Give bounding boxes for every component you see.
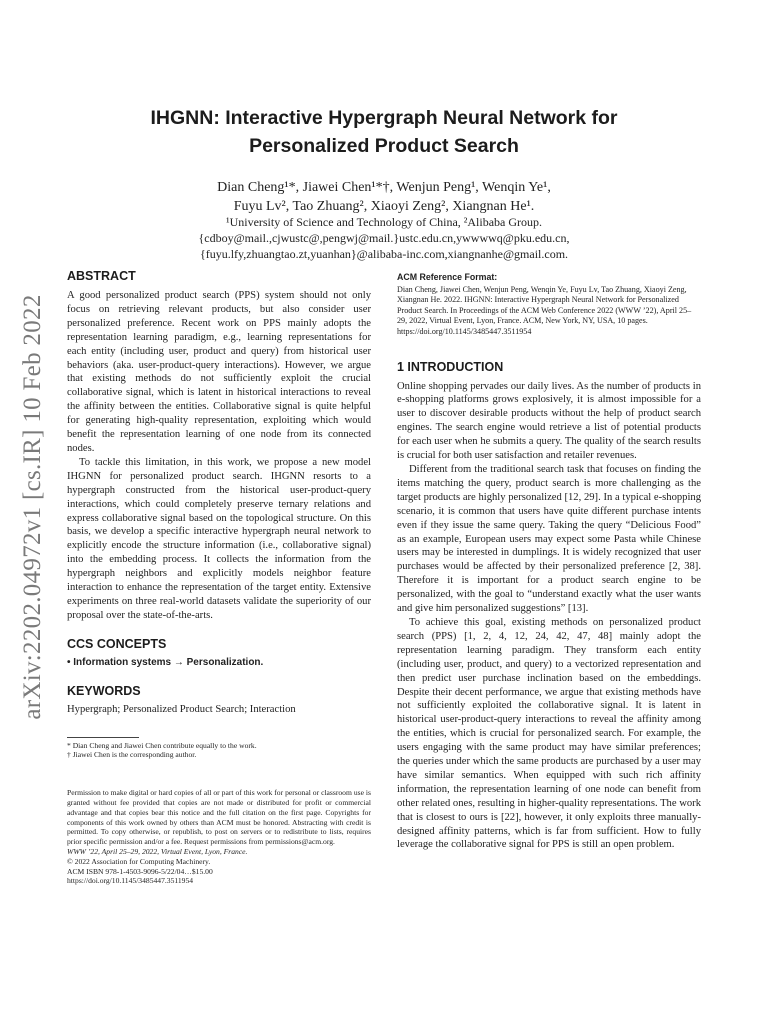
- footnote-rule: [67, 737, 139, 738]
- acm-reference-heading: ACM Reference Format:: [397, 272, 498, 282]
- affiliations: [90, 214, 678, 262]
- author-list: [90, 178, 678, 216]
- acm-reference: [397, 272, 701, 338]
- footnote-equal: * Dian Cheng and Jiawei Chen contribute equally to the work.: [67, 740, 257, 750]
- emails-line-2: {fuyu.lfy,zhuangtao.zt,yuanhan}@alibaba-inc.com,xiangnanhe@gmail.com.: [199, 247, 569, 261]
- left-column: [67, 269, 371, 886]
- affiliation-text: ¹University of Science and Technology of China, ²Alibaba Group.: [225, 215, 543, 229]
- ccs-heading: CCS CONCEPTS: [67, 636, 167, 651]
- author-footnotes: [67, 737, 371, 761]
- abstract-heading: ABSTRACT: [67, 269, 136, 283]
- emails-line-1: {cdboy@mail.,cjwustc@,pengwj@mail.}ustc.edu.cn,ywwwwq@pku.edu.cn,: [198, 231, 570, 245]
- keywords-heading: KEYWORDS: [67, 683, 141, 698]
- abstract-body: [67, 289, 371, 623]
- permission-text: Permission to make digital or hard copies of all or part of this work for personal or classroom use is granted without fee provided that copies are not made or distributed for profit or commercial advantage and that copies bear this notice and the full citation on the first page. Copyrights for components of this work owned by others than ACM must be honored. Abstracting with credit is permitted. To copy otherwise, or republish, to post on servers or to redistribute to lists, requires prior specific permission and/or a fee. Request permissions from permissions@acm.org.: [67, 788, 371, 847]
- authors-line-1: Dian Cheng¹*, Jiawei Chen¹*†, Wenjun Peng¹, Wenqin Ye¹,: [217, 180, 551, 195]
- ccs-concepts: • Information systems → Personalization.: [67, 656, 264, 668]
- arxiv-id-text: arXiv:2202.04972v1 [cs.IR] 10 Feb 2022: [19, 294, 46, 720]
- introduction-body: [397, 380, 701, 853]
- paper-title: [90, 104, 678, 160]
- keywords-text: Hypergraph; Personalized Product Search; Interaction: [67, 703, 296, 715]
- permission-block: [67, 788, 371, 886]
- abstract-paragraph-2: To tackle this limitation, in this work, we propose a new model IHGNN for personalized product search. IHGNN resorts to a hypergraph constructed from the historical user-product-query interactions, which could completely preserve ternary relations and express collaborative signal based on the topological structure. On this basis, we develop a specific interactive hypergraph neural network to explicitly encode the structure information (i.e., collaborative signal) into the embedding process. It collects the information from the hypergraph neighbors and explicitly models neighbor feature interaction to enhance the representation of the target entity. Extensive experiments on three real-world datasets validate the superiority of our proposal over the state-of-the-arts.: [67, 456, 371, 621]
- venue-line: WWW ’22, April 25–29, 2022, Virtual Event, Lyon, France.: [67, 846, 248, 856]
- authors-line-2: Fuyu Lv², Tao Zhuang², Xiaoyi Zeng², Xiangnan He¹.: [233, 199, 535, 214]
- abstract-paragraph-1: A good personalized product search (PPS) system should not only focus on retrieving relevant products, but also consider user personalized preference. Recent work on PPS mainly adopts the representation learning paradigm, e.g., learning representations for each entity (including user, product and query) from historical user behaviors (aka. user-product-query interactions). However, we argue that existing methods do not sufficiently exploit the crucial collaborative signal, which is latent in historical interactions to reveal the affinity between the entities. Collaborative signal is quite helpful for generating high-quality representation, exploiting which would benefit the representation learning of one node from its connected nodes.: [67, 290, 371, 454]
- title-line-2: Personalized Product Search: [249, 135, 519, 157]
- title-line-1: IHGNN: Interactive Hypergraph Neural Network for: [150, 107, 618, 129]
- doi-link[interactable]: https://doi.org/10.1145/3485447.3511954: [67, 876, 194, 886]
- copyright-line: © 2022 Association for Computing Machinery.: [67, 856, 211, 866]
- right-column: [397, 269, 701, 852]
- isbn-line: ACM ISBN 978-1-4503-9096-5/22/04…$15.00: [67, 866, 213, 876]
- arxiv-identifier: [8, 282, 58, 732]
- acm-reference-text: Dian Cheng, Jiawei Chen, Wenjun Peng, Wenqin Ye, Fuyu Lv, Tao Zhuang, Xiaoyi Zeng, Xiangnan He. 2022. IHGNN: Interactive Hypergraph Neural Network for Personalized Product Search. In Proceedings of the ACM Web Conference 2022 (WWW ’22), April 25–29, 2022, Virtual Event, Lyon, France. ACM, New York, NY, USA, 10 pages. https://doi.org/10.1145/3485447.3511954: [397, 284, 692, 336]
- intro-paragraph-2: Different from the traditional search task that focuses on finding the items matching the query, product search is more challenging as the target products are highly personalized [12, 29]. In a typical e-shopping scenario, it is common that users have quite different purchase intents even if they issue the same query. Taking the query “Delicious Food” as an example, European users may expect some Pasta while Chinese users may be interested in dumplings. It is widely recognized that user purchases would be affected by their personalized preference [2, 38]. Therefore it is important for a product search engine to be personalized, with the goal to “understand exactly what the user wants and give him personalized suggestions” [13].: [397, 464, 701, 615]
- introduction-heading: 1 INTRODUCTION: [397, 359, 504, 374]
- intro-paragraph-1: Online shopping pervades our daily lives. As the number of products in e-shopping platforms grows explosively, it is almost impossible for a user to discover desirable products without the help of product search engines. The search engine would retrieve a list of potential products for each user when he submits a query. The quality of the search results is crucial for both user satisfaction and retailer revenues.: [397, 380, 701, 462]
- footnote-corresponding: † Jiawei Chen is the corresponding author.: [67, 750, 197, 760]
- intro-paragraph-3: To achieve this goal, existing methods on personalized product search (PPS) [1, 2, 4, 12, 24, 42, 47, 48] mainly adopt the representation learning paradigm. They transform each entity (including user, product, and query) to a vectorized representation and then predict user purchase inclination based on the embeddings. Despite their decent performance, we argue that existing methods have not sufficiently exploited the collaborative signal. It is latent in historical user-product-query interactions to reveal the affinity among the entities, which is crucial for personalized search. For example, the users engaging with the same product may have similar preferences; the queries under which the same products are purchased by a user may have similar semantics. When equipped with such rich affinity information, the representation learning of one node can benefit from other related ones, resulting in higher-quality representations. The work that is closest to ours is [22], however, it only exploits three manually-designed affinity patterns, which is far from sufficient. How to fully leverage the collaborative signal for PPS is still an open problem.: [397, 616, 701, 851]
